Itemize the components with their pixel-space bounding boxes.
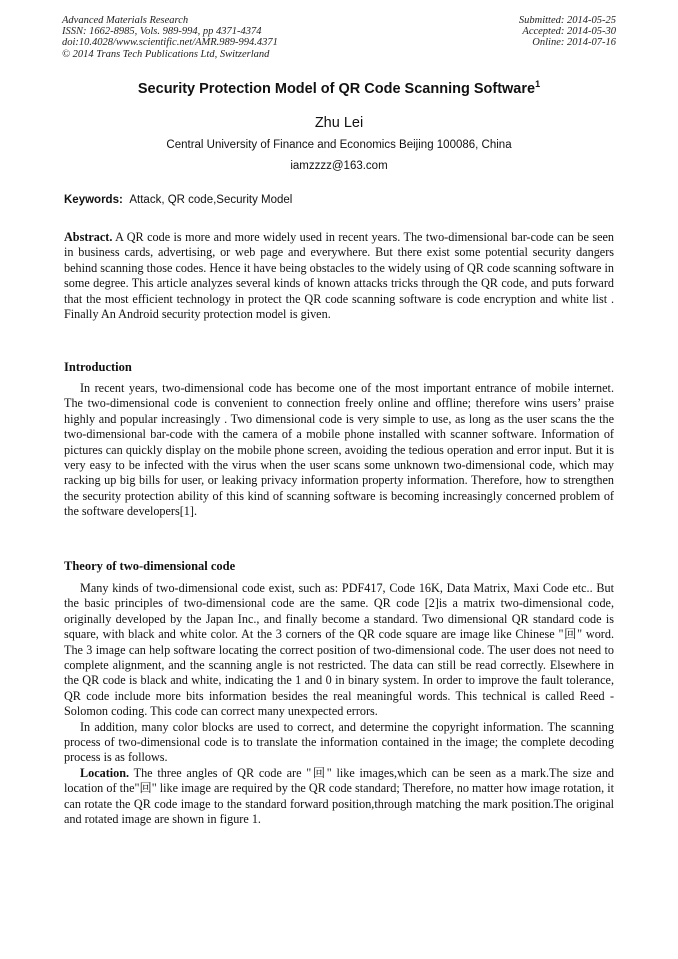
keywords-label: Keywords: xyxy=(64,194,123,206)
title-footnote-mark: 1 xyxy=(535,79,541,89)
paper-title-text: Security Protection Model of QR Code Scanning Software xyxy=(137,80,536,97)
location-paragraph xyxy=(64,766,614,828)
keywords-line xyxy=(64,194,292,206)
online-date: Online: 2014-07-16 xyxy=(532,37,616,49)
abstract-text: A QR code is more and more widely used in recent years. The two-dimensional bar-code can be seen in business cards, advertising, or web page and everywhere. But there exist some potential security dangers behind scanning those codes. Hence it have being obstacles to the widely using of QR code scanning software in some degree. This article analyzes several kinds of known attacks tricks through the QR code, and puts forward that the most efficient technology in protect the QR code scanning software is code encryption and white list . Finally An Android security protection model is given. xyxy=(64,230,614,322)
author-email: iamzzzz@163.com xyxy=(290,160,388,172)
location-text: The three angles of QR code are "回" like images,which can be seen as a mark.The size and location of the"回" like image are required by the QR code standard; Therefore, no matter how image rotation, it can rotate the QR code image to the standard forward position,through matching the mark position.The original and rotated image are shown in figure 1. xyxy=(64,765,615,827)
theory-paragraph-1: Many kinds of two-dimensional code exist, such as: PDF417, Code 16K, Data Matrix, Maxi Code etc.. But the basic principles of two-dimensional code are the same. QR code [2]is a matrix two-dimensional code, originally developed by the Japan Inc., and finally become a standard. Two dimensional QR standard code is square, with black and white color. At the 3 corners of the QR code square are image like Chinese "回" word. The 3 image can help software locating the correct position of two-dimensional code. The user does not need to complete alignment, and the scanning angle is not restricted. The data can still be read correctly. Elsewhere in the QR code is black and white, indicating the 1 and 0 in binary system. In order to improve the fault tolerance, QR code include more bits information besides the real meaningful words. This technical is called Reed -Solomon coding. This code can correct many unexpected errors. xyxy=(64,581,614,719)
issn-line: ISSN: 1662-8985, Vols. 989-994, pp 4371-4374 xyxy=(62,26,262,38)
author-affiliation: Central University of Finance and Economics Beijing 100086, China xyxy=(166,139,512,151)
submitted-date: Submitted: 2014-05-25 xyxy=(518,15,616,26)
theory-section xyxy=(64,581,614,828)
introduction-heading: Introduction xyxy=(64,360,132,374)
introduction-section xyxy=(64,381,614,520)
introduction-paragraph: In recent years, two-dimensional code has become one of the most important entrance of mobile internet. The two-dimensional code is convenient to connection freely online and offline; therefore wins users’ praise highly and popular increasingly . Two dimensional code is very simple to use, as long as the user scans the the two-dimensional bar-code with the camera of a mobile phone installed with scanner software. Information of pictures can quickly display on the mobile phone screen, avoiding the tedious operation and error input. But it is very easy to be infected with the virus when the user scans some unknown two-dimensional code, which may racking up big bills for user, or leaking privacy information property information. Therefore, how to strengthen the security protection ability of this kind of scanning software is becoming increasingly concerned problem of the software developers[1]. xyxy=(64,381,614,519)
doi-line: doi:10.4028/www.scientific.net/AMR.989-994.4371 xyxy=(62,37,278,49)
theory-paragraph-2: In addition, many color blocks are used to correct, and determine the copyright information. The scanning process of two-dimensional code is to translate the information contained in the image; the complete decoding process is as follows. xyxy=(64,719,614,765)
keywords-text: Attack, QR code,Security Model xyxy=(129,194,293,206)
journal-name: Advanced Materials Research xyxy=(62,15,189,26)
accepted-date: Accepted: 2014-05-30 xyxy=(522,26,616,38)
location-label: Location. xyxy=(80,765,130,780)
copyright-line: © 2014 Trans Tech Publications Ltd, Switzerland xyxy=(62,48,270,60)
author-name: Zhu Lei xyxy=(314,115,364,131)
submission-dates xyxy=(519,15,616,49)
abstract-section xyxy=(64,230,614,322)
paper-title xyxy=(0,79,678,97)
theory-heading: Theory of two-dimensional code xyxy=(64,559,236,573)
abstract-label: Abstract. xyxy=(64,230,113,244)
journal-info xyxy=(62,15,278,60)
